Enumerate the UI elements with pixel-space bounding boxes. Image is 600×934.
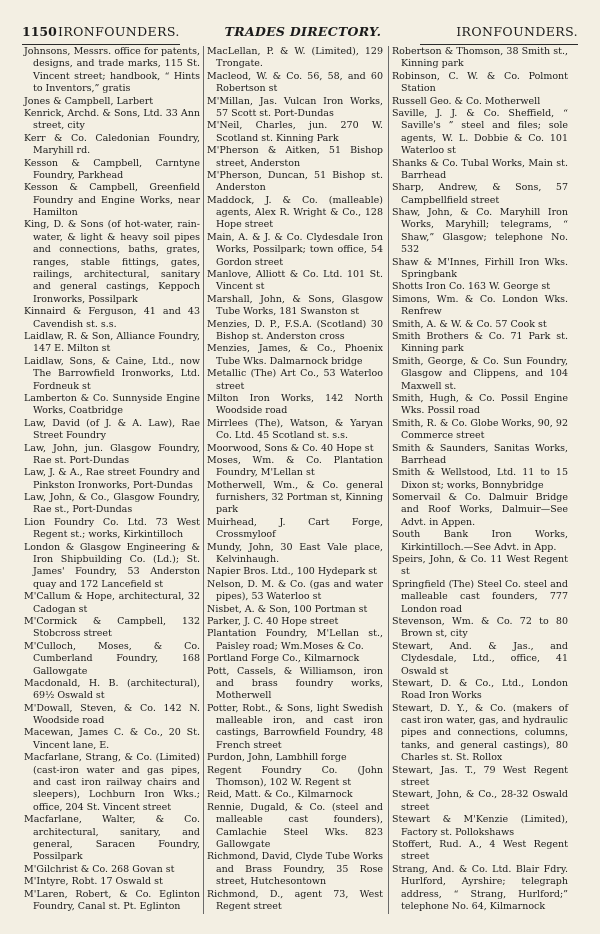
directory-entry: M'Pherson, Duncan, 51 Bishop st. Anderston (207, 169, 383, 194)
directory-entry: Maddock, J. & Co. (malleable) agents, Alex R. Wright & Co., 128 Hope street (207, 194, 383, 231)
directory-entry: M'Neil, Charles, jun. 270 W. Scotland st. Kinning Park (207, 120, 383, 144)
directory-entry: Potter, Robt., & Sons, light Swedish malleable iron, and cast iron castings, Barrowfield Foundry, 48 French street (207, 702, 383, 751)
directory-entry: Strang, And. & Co. Ltd. Blair Fdry. Hurlford, Ayrshire; telegraph address, “ Strang, Hurlford;” telephone No. 64, Kilmarnock (392, 863, 568, 912)
directory-entry: Stewart, D. Y., & Co. (makers of cast iron water, gas, and hydraulic pipes and connections, columns, tanks, and general castings), 80 Charles st. St. Rollox (392, 702, 568, 764)
directory-entry: South Bank Iron Works, Kirkintilloch.—See Advt. in App. (392, 529, 568, 553)
directory-entry: Rennie, Dugald, & Co. (steel and malleable cast founders), Camlachie Steel Wks. 823 Gallowgate (207, 801, 383, 850)
directory-entry: Kenrick, Archd. & Sons, Ltd. 33 Ann street, city (24, 107, 200, 132)
directory-entry: Stewart, Jas. T., 79 West Regent street (392, 764, 568, 789)
directory-entry: Portland Forge Co., Kilmarnock (207, 653, 360, 665)
directory-entry: Simons, Wm. & Co. London Wks. Renfrew (392, 293, 568, 318)
directory-entry: Springfield (The) Steel Co. steel and malleable cast founders, 777 London road (392, 578, 568, 615)
header-rule-left (22, 44, 180, 45)
directory-entry: Shaw, John, & Co. Maryhill Iron Works, Maryhill; telegrams, “ Shaw,” Glasgow; telephone No. 532 (392, 207, 568, 256)
directory-entry: Kesson & Campbell, Carntyne Foundry, Parkhead (24, 157, 200, 181)
entries-column-1 (24, 46, 200, 913)
directory-entry: Smith, Hugh, & Co. Possil Engine Wks. Possil road (392, 392, 568, 417)
directory-entry: Menzies, James, & Co., Phoenix Tube Wks. Dalmarnock bridge (207, 343, 383, 367)
directory-entry: Reid, Matt. & Co., Kilmarnock (207, 789, 353, 801)
directory-entry: Regent Foundry Co. (John Thomson), 102 W. Regent st (207, 764, 383, 789)
directory-entry: Saville, J. J. & Co. Sheffield, “ Saville's ” steel and files; sole agents, W. L. Dobbie & Co. 101 Waterloo st (392, 107, 568, 157)
directory-entry: Muirhead, J. Cart Forge, Crossmyloof (207, 516, 383, 541)
directory-entry: Milton Iron Works, 142 North Woodside road (207, 392, 383, 417)
directory-entry: Kerr & Co. Caledonian Foundry, Maryhill rd. (24, 132, 200, 157)
directory-entry: Smith, R. & Co. Globe Works, 90, 92 Commerce street (392, 417, 568, 442)
directory-entry: Moses, Wm. & Co. Plantation Foundry, M'Lellan st (207, 454, 383, 479)
directory-entry: Johnsons, Messrs. office for patents, designs, and trade marks, 115 St. Vincent street; handbook, “ Hints to Inventors,” gratis (24, 46, 200, 95)
directory-entry: M'Callum & Hope, architectural, 32 Cadogan st (24, 591, 200, 615)
page-header (22, 22, 578, 42)
directory-entry: Parker, J. C. 40 Hope street (207, 615, 339, 627)
directory-entry: M'Intyre, Robt. 17 Oswald st (24, 876, 163, 888)
directory-entry: Macleod, W. & Co. 56, 58, and 60 Robertson st (207, 70, 383, 95)
directory-entry: Lion Foundry Co. Ltd. 73 West Regent st.; works, Kirkintilloch (24, 516, 200, 541)
header-right-heading: IRONFOUNDERS. (456, 24, 578, 39)
directory-entry: Manlove, Alliott & Co. Ltd. 101 St. Vincent st (207, 269, 383, 293)
column-divider (203, 46, 204, 914)
directory-entry: Macfarlane, Strang, & Co. (Limited) (cast-iron water and gas pipes, and cast iron railway chairs and sleepers), Lochburn Iron Wks.; office, 204 St. Vincent street (24, 752, 200, 813)
directory-entry: Stewart, John, & Co., 28-32 Oswald street (392, 789, 568, 813)
directory-entry: Nisbet, A. & Son, 100 Portman st (207, 603, 368, 615)
directory-entry: Smith & Wellstood, Ltd. 11 to 15 Dixon st; works, Bonnybridge (392, 467, 568, 491)
directory-entry: Napier Bros. Ltd., 100 Hydepark st (207, 566, 377, 578)
directory-entry: Stewart, And. & Jas., and Clydesdale, Ltd., office, 41 Oswald st (392, 640, 568, 677)
directory-entry: Stewart, D. & Co., Ltd., London Road Iron Works (392, 677, 568, 702)
directory-entry: Law, John, jun. Glasgow Foundry, Rae st. Port-Dundas (24, 442, 200, 466)
header-left-heading: IRONFOUNDERS. (58, 24, 180, 39)
column-divider (388, 46, 389, 914)
directory-entry: Marshall, John, & Sons, Glasgow Tube Works, 181 Swanston st (207, 293, 383, 318)
directory-entry: M'Millan, Jas. Vulcan Iron Works, 57 Scott st. Port-Dundas (207, 95, 383, 119)
directory-entry: Speirs, John, & Co. 11 West Regent st (392, 554, 568, 578)
directory-entry: Somervail & Co. Dalmuir Bridge and Roof Works, Dalmuir—See Advt. in Appen. (392, 492, 568, 528)
directory-entry: Pott, Cassels, & Williamson, iron and brass foundry works, Motherwell (207, 665, 383, 702)
directory-entry: Jones & Campbell, Larbert (24, 95, 154, 107)
directory-entry: M'Cormick & Campbell, 132 Stobcross street (24, 615, 200, 640)
directory-entry: Law, J. & A., Rae street Foundry and Pinkston Ironworks, Port-Dundas (24, 467, 200, 491)
directory-entry: Nelson, D. M. & Co. (gas and water pipes), 53 Waterloo st (207, 578, 383, 603)
directory-entry: Shaw & M'Innes, Firhill Iron Wks. Springbank (392, 256, 568, 281)
directory-entry: Motherwell, Wm., & Co. general furnishers, 32 Portman st, Kinning park (207, 479, 383, 516)
directory-entry: M'Pherson & Aitken, 51 Bishop street, Anderston (207, 145, 383, 169)
directory-entry: Moorwood, Sons & Co. 40 Hope st (207, 442, 374, 454)
directory-entry: Smith, George, & Co. Sun Foundry, Glasgow and Clippens, and 104 Maxwell st. (392, 355, 568, 392)
directory-entry: Stevenson, Wm. & Co. 72 to 80 Brown st, city (392, 615, 568, 640)
entries-column-2 (207, 46, 383, 913)
directory-entry: Laidlaw, R. & Son, Alliance Foundry, 147 E. Milton st (24, 330, 200, 355)
directory-entry: Mirrlees (The), Watson, & Yaryan Co. Ltd. 45 Scotland st. s.s. (207, 417, 383, 442)
directory-entry: M'Gilchrist & Co. 268 Govan st (24, 863, 175, 875)
directory-entry: Menzies, D. P., F.S.A. (Scotland) 30 Bishop st. Anderston cross (207, 318, 383, 342)
directory-entry: Richmond, David, Clyde Tube Works and Brass Foundry, 35 Rose street, Hutchesontown (207, 851, 383, 888)
directory-entry: Law, John, & Co., Glasgow Foundry, Rae st., Port-Dundas (24, 492, 200, 516)
header-rule-right (420, 44, 578, 45)
directory-entry: Russell Geo. & Co. Motherwell (392, 95, 541, 107)
directory-entry: MacLellan, P. & W. (Limited), 129 Trongate. (207, 46, 383, 70)
directory-entry: Stewart & M'Kenzie (Limited), Factory st. Pollokshaws (392, 814, 568, 838)
directory-entry: Smith Brothers & Co. 71 Park st. Kinning park (392, 330, 568, 355)
directory-entry: Mundy, John, 30 East Vale place, Kelvinhaugh. (207, 541, 383, 566)
directory-entry: Macfarlane, Walter, & Co. architectural, sanitary, and general, Saracen Foundry, Possilpark (24, 814, 200, 863)
header-center-title: TRADES DIRECTORY. (224, 24, 382, 39)
directory-entry: Macdonald, H. B. (architectural), 69½ Oswald st (24, 677, 200, 702)
directory-entry: Stoffert, Rud. A., 4 West Regent street (392, 839, 568, 863)
directory-entry: King, D. & Sons (of hot-water, rain-water, & light & heavy soil pipes and connections, baths, grates, ranges, stable fittings, gates, railings, architectural, sanitary and general castings, Keppoch Ironworks, Possilpark (24, 219, 200, 305)
entries-column-3 (392, 46, 568, 913)
directory-entry: Law, David (of J. & A. Law), Rae Street Foundry (24, 417, 200, 442)
directory-entry: Main, A. & J. & Co. Clydesdale Iron Works, Possilpark; town office, 54 Gordon street (207, 231, 383, 268)
directory-entry: Laidlaw, Sons, & Caine, Ltd., now The Barrowfield Ironworks, Ltd. Fordneuk st (24, 355, 200, 392)
directory-entry: Metallic (The) Art Co., 53 Waterloo street (207, 368, 383, 392)
directory-entry: Plantation Foundry, M'Lellan st., Paisley road; Wm.Moses & Co. (207, 628, 383, 652)
directory-entry: Kinnaird & Ferguson, 41 and 43 Cavendish st. s.s. (24, 306, 200, 330)
directory-entry: Smith, A. & W. & Co. 57 Cook st (392, 318, 547, 330)
directory-entry: Robertson & Thomson, 38 Smith st., Kinning park (392, 46, 568, 70)
directory-entry: Richmond, D., agent 73, West Regent street (207, 888, 383, 912)
directory-entry: Macewan, James C. & Co., 20 St. Vincent lane, E. (24, 727, 200, 751)
page-number: 1150 (22, 24, 57, 39)
directory-entry: Shanks & Co. Tubal Works, Main st. Barrhead (392, 157, 568, 181)
directory-entry: London & Glasgow Engineering & Iron Shipbuilding Co. (Ld.); St. James' Foundry, 53 Anderston quay and 172 Lancefield st (24, 541, 200, 590)
directory-entry: Lamberton & Co. Sunnyside Engine Works, Coatbridge (24, 392, 200, 417)
directory-entry: Sharp, Andrew, & Sons, 57 Campbellfield street (392, 182, 568, 206)
directory-entry: Kesson & Campbell, Greenfield Foundry and Engine Works, near Hamilton (24, 182, 200, 219)
directory-entry: M'Dowall, Steven, & Co. 142 N. Woodside road (24, 702, 200, 727)
directory-entry: Smith & Saunders, Sanitas Works, Barrhead (392, 442, 568, 466)
directory-entry: M'Laren, Robert, & Co. Eglinton Foundry, Canal st. Pt. Eglinton (24, 888, 200, 912)
directory-entry: Purdon, John, Lambhill forge (207, 752, 347, 764)
directory-entry: M'Culloch, Moses, & Co. Cumberland Foundry, 168 Gallowgate (24, 640, 200, 677)
directory-entry: Robinson, C. W. & Co. Polmont Station (392, 70, 568, 95)
directory-entry: Shotts Iron Co. 163 W. George st (392, 281, 551, 293)
